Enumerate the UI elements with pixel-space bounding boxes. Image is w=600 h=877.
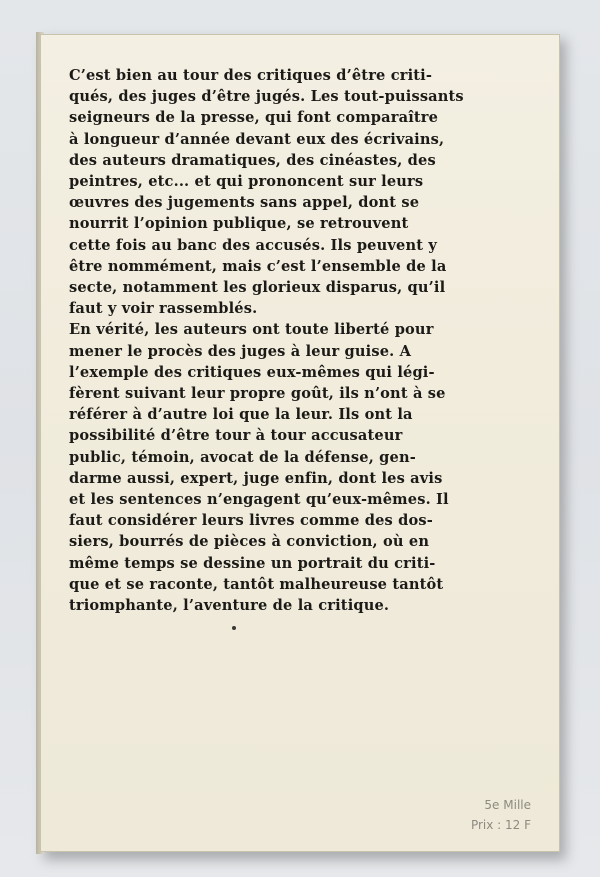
blurb-line: l’exemple des critiques eux-mêmes qui légi- [69, 363, 435, 381]
blurb-line: peintres, etc... et qui prononcent sur leurs [69, 173, 424, 191]
blurb-line: à longueur d’année devant eux des écrivains, [69, 130, 445, 148]
blurb-line: faut y voir rassemblés. [69, 300, 258, 318]
blurb-line: mener le procès des juges à leur guise. A [69, 342, 412, 360]
blurb-line: et les sentences n’engagent qu’eux-mêmes. Il [69, 491, 449, 509]
blurb-line: seigneurs de la presse, qui font comparaître [69, 109, 439, 127]
blurb-line: nourrit l’opinion publique, se retrouvent [69, 215, 409, 233]
blurb-line: des auteurs dramatiques, des cinéastes, des [69, 151, 436, 169]
blurb-line: En vérité, les auteurs ont toute liberté pour [69, 321, 434, 339]
blurb-line: public, témoin, avocat de la défense, gen- [69, 448, 416, 466]
blurb-line: référer à d’autre loi que la leur. Ils ont la [69, 406, 413, 424]
blurb-text [69, 65, 537, 616]
book-back-cover [40, 34, 560, 852]
blurb-line: C’est bien au tour des critiques d’être criti- [69, 67, 433, 84]
blurb-line: être nommément, mais c’est l’ensemble de la [69, 257, 447, 275]
blurb-line: triomphante, l’aventure de la critique. [69, 597, 390, 615]
blurb-line: œuvres des jugements sans appel, dont se [69, 194, 420, 212]
blurb-line: darme aussi, expert, juge enfin, dont les avis [69, 469, 443, 487]
blurb-line: faut considérer leurs livres comme des dos- [69, 512, 433, 530]
edition-price-block [471, 795, 531, 835]
blurb-line: secte, notamment les glorieux disparus, qu’il [69, 279, 446, 297]
blurb-line: qués, des juges d’être jugés. Les tout-puissants [69, 88, 464, 106]
price-label: Prix : 12 F [470, 818, 531, 832]
blurb-line: cette fois au banc des accusés. Ils peuvent y [69, 236, 437, 254]
edition-label: 5e Mille [484, 798, 531, 812]
blurb-line: que et se raconte, tantôt malheureuse tantôt [69, 575, 444, 593]
print-speck [232, 626, 236, 630]
blurb-line: fèrent suivant leur propre goût, ils n’ont à se [69, 385, 446, 403]
blurb-line: même temps se dessine un portrait du criti- [69, 554, 436, 572]
blurb-line: siers, bourrés de pièces à conviction, où en [69, 533, 430, 551]
blurb-line: possibilité d’être tour à tour accusateur [69, 427, 403, 445]
